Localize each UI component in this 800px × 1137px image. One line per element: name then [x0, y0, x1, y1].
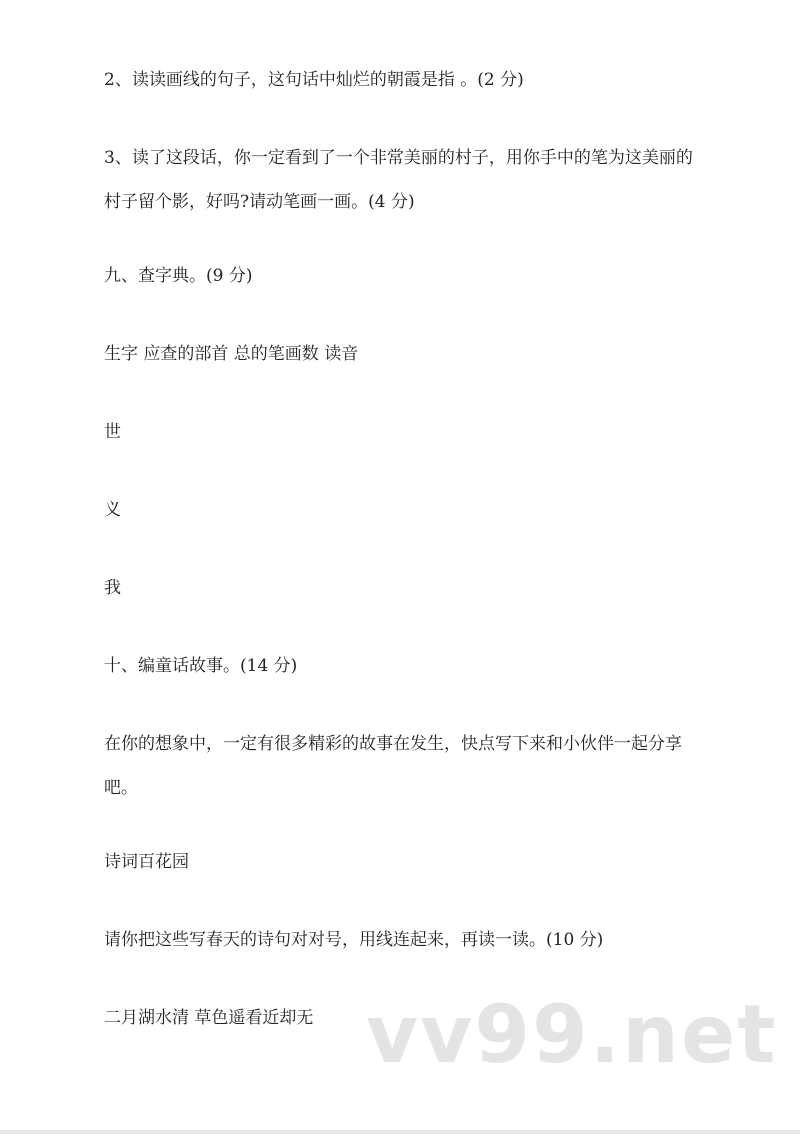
- story-prompt-text: 在你的想象中，一定有很多精彩的故事在发生，快点写下来和小伙伴一起分享吧。: [104, 734, 682, 798]
- watermark: vv99.net: [366, 988, 778, 1081]
- poem-line: 二月湖水清 草色遥看近却无: [104, 1008, 314, 1028]
- poetry-instruction-text: 请你把这些写春天的诗句对对号，用线连起来，再读一读。(10 分): [104, 930, 604, 950]
- question-3-text: 3、读了这段话，你一定看到了一个非常美丽的村子，用你手中的笔为这美丽的村子留个影，好吗?请动笔画一画。(4 分): [104, 148, 693, 212]
- character-row: 义: [104, 500, 121, 520]
- poetry-section-heading: 诗词百花园: [104, 852, 189, 872]
- character-row: 世: [104, 422, 121, 442]
- page-bottom-divider: [0, 1130, 800, 1134]
- question-2-text: 2、读读画线的句子，这句话中灿烂的朝霞是指 。(2 分): [104, 70, 524, 90]
- character-row: 我: [104, 578, 121, 598]
- section-10-heading: 十、编童话故事。(14 分): [104, 656, 298, 676]
- section-9-heading: 九、查字典。(9 分): [104, 266, 253, 286]
- dictionary-table-header: 生字 应查的部首 总的笔画数 读音: [104, 344, 359, 364]
